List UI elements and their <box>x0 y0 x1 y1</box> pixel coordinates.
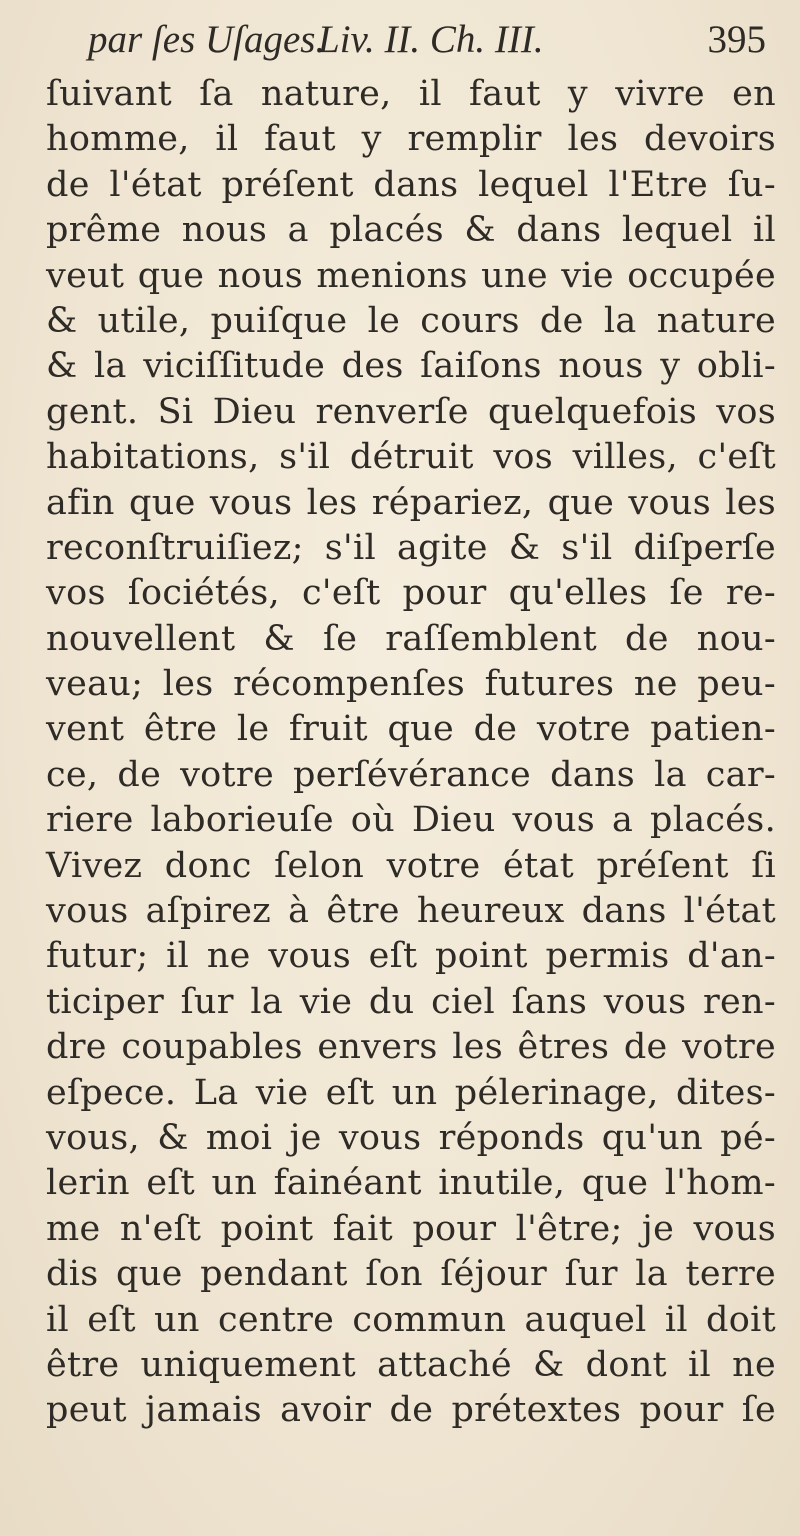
text-line: il eſt un centre commun auquel il doit <box>46 1299 776 1340</box>
text-line: riere laborieuſe où Dieu vous a placés. <box>46 800 776 841</box>
text-line: ſuivant ſa nature, il faut y vivre en <box>46 74 776 114</box>
text-line: me n'eſt point fait pour l'être; je vous <box>46 1208 776 1249</box>
text-line: de l'état préſent dans lequel l'Etre ſu- <box>46 164 776 205</box>
text-line: vos ſociétés, c'eſt pour qu'elles ſe re- <box>46 573 776 614</box>
text-line: lerin eſt un fainéant inutile, que l'hom- <box>46 1163 776 1204</box>
running-head-title: par ſes Uſages. <box>88 18 326 61</box>
text-line: eſpece. La vie eſt un pélerinage, dites- <box>46 1072 776 1113</box>
running-head-chapter: Liv. II. Ch. III. <box>318 18 544 61</box>
text-line: afin que vous les répariez, que vous les <box>46 482 776 523</box>
text-line: vent être le fruit que de votre patien- <box>46 709 776 750</box>
text-line: Vivez donc ſelon votre état préſent ſi <box>46 845 776 886</box>
text-line: nouvellent & ſe raſſemblent de nou- <box>46 618 776 659</box>
text-line: ticiper ſur la vie du ciel ſans vous ren- <box>46 981 776 1022</box>
text-line: dis que pendant ſon ſéjour ſur la terre <box>46 1254 776 1295</box>
text-line: & la viciſſitude des ſaiſons nous y obli- <box>46 346 776 387</box>
text-line: homme, il faut y remplir les devoirs <box>46 119 776 160</box>
running-head <box>88 10 778 70</box>
text-line: veut que nous menions une vie occupée <box>46 255 776 296</box>
body-text <box>46 72 776 1434</box>
page-number: 395 <box>707 18 766 61</box>
text-line: dre coupables envers les êtres de votre <box>46 1027 776 1068</box>
text-line: habitations, s'il détruit vos villes, c'eſt <box>46 437 776 478</box>
text-line: vous aſpirez à être heureux dans l'état <box>46 891 776 932</box>
text-line: ce, de votre perſévérance dans la car- <box>46 754 776 795</box>
text-line: peut jamais avoir de prétextes pour ſe <box>46 1390 776 1431</box>
text-line: prême nous a placés & dans lequel il <box>46 210 776 251</box>
text-line: gent. Si Dieu renverſe quelquefois vos <box>46 391 776 432</box>
text-line: futur; il ne vous eſt point permis d'an- <box>46 936 776 977</box>
text-line: vous, & moi je vous réponds qu'un pé- <box>46 1117 776 1158</box>
text-line: veau; les récompenſes futures ne peu- <box>46 664 776 705</box>
text-line: & utile, puiſque le cours de la nature <box>46 300 776 341</box>
text-line: reconſtruiſiez; s'il agite & s'il diſperſe <box>46 527 776 568</box>
text-line: être uniquement attaché & dont il ne <box>46 1344 776 1385</box>
